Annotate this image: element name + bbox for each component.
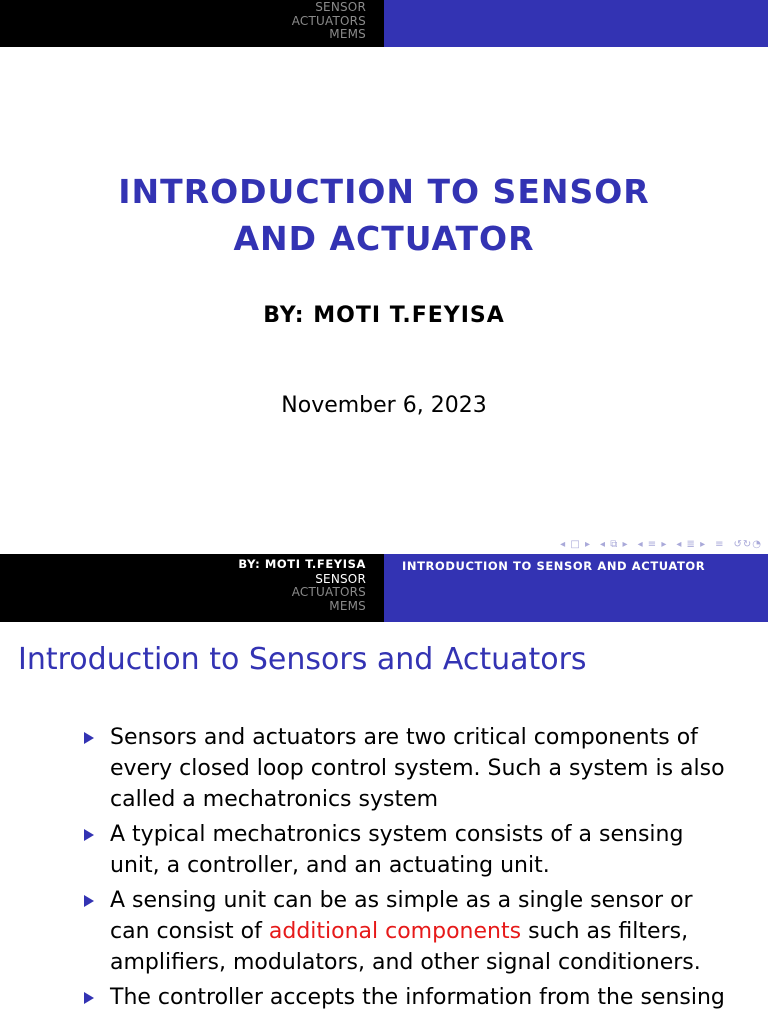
headline-nav — [0, 554, 384, 622]
date: November 6, 2023 — [281, 393, 487, 418]
nav-section-mems[interactable]: MEMS — [329, 598, 366, 613]
bullet-text: such as filters, amplifiers, modulators, and other signal conditioners. — [110, 919, 701, 975]
nav-section-icon[interactable]: ◂ ≣ ▸ — [676, 539, 707, 550]
presentation-title — [0, 168, 768, 262]
headline-nav — [0, 0, 384, 47]
nav-align-icon[interactable]: ≡ — [715, 539, 725, 550]
nav-subsection-icon[interactable]: ◂ ≡ ▸ — [637, 539, 668, 550]
nav-frame-icon[interactable]: ◂ ⧉ ▸ — [600, 539, 629, 550]
author: BY: MOTI T.FEYISA — [263, 303, 505, 328]
headline-bar — [0, 0, 768, 47]
bullet-text: A sensing unit can be as simple as a single sensor or can consist of — [110, 888, 693, 944]
headline-right-panel — [384, 0, 768, 47]
nav-frame-prev-icon[interactable]: ◂ □ ▸ — [560, 539, 592, 550]
nav-section-mems[interactable]: MEMS — [329, 27, 366, 41]
headline-author: BY: MOTI T.FEYISA — [238, 557, 366, 571]
nav-section-actuators[interactable]: ACTUATORS — [291, 13, 366, 28]
bullet-list — [84, 722, 734, 1017]
headline-bar — [0, 554, 768, 622]
title-line-1: INTRODUCTION TO SENSOR — [118, 172, 650, 211]
nav-section-actuators[interactable]: ACTUATORS — [291, 585, 366, 599]
title-line-2: AND ACTUATOR — [233, 219, 535, 258]
headline-title: INTRODUCTION TO SENSOR AND ACTUATOR — [402, 559, 706, 573]
list-item — [84, 885, 734, 978]
frame-title: Introduction to Sensors and Actuators — [18, 642, 587, 677]
nav-section-sensor[interactable]: SENSOR — [315, 571, 366, 586]
content-slide — [0, 554, 768, 1024]
nav-section-sensor[interactable]: SENSOR — [315, 0, 366, 14]
nav-search-icon[interactable]: ↺↻◔ — [733, 539, 762, 550]
highlighted-text: additional components — [268, 919, 522, 944]
list-item: A typical mechatronics system consists of a sensing unit, a controller, and an actuating unit. — [84, 819, 734, 881]
list-item: The controller accepts the information from the sensing — [84, 982, 734, 1013]
headline-right-panel — [384, 554, 768, 622]
list-item: Sensors and actuators are two critical components of every closed loop control system. Such a system is also called a mechatronics system — [84, 722, 734, 815]
navigation-symbols — [560, 539, 762, 550]
